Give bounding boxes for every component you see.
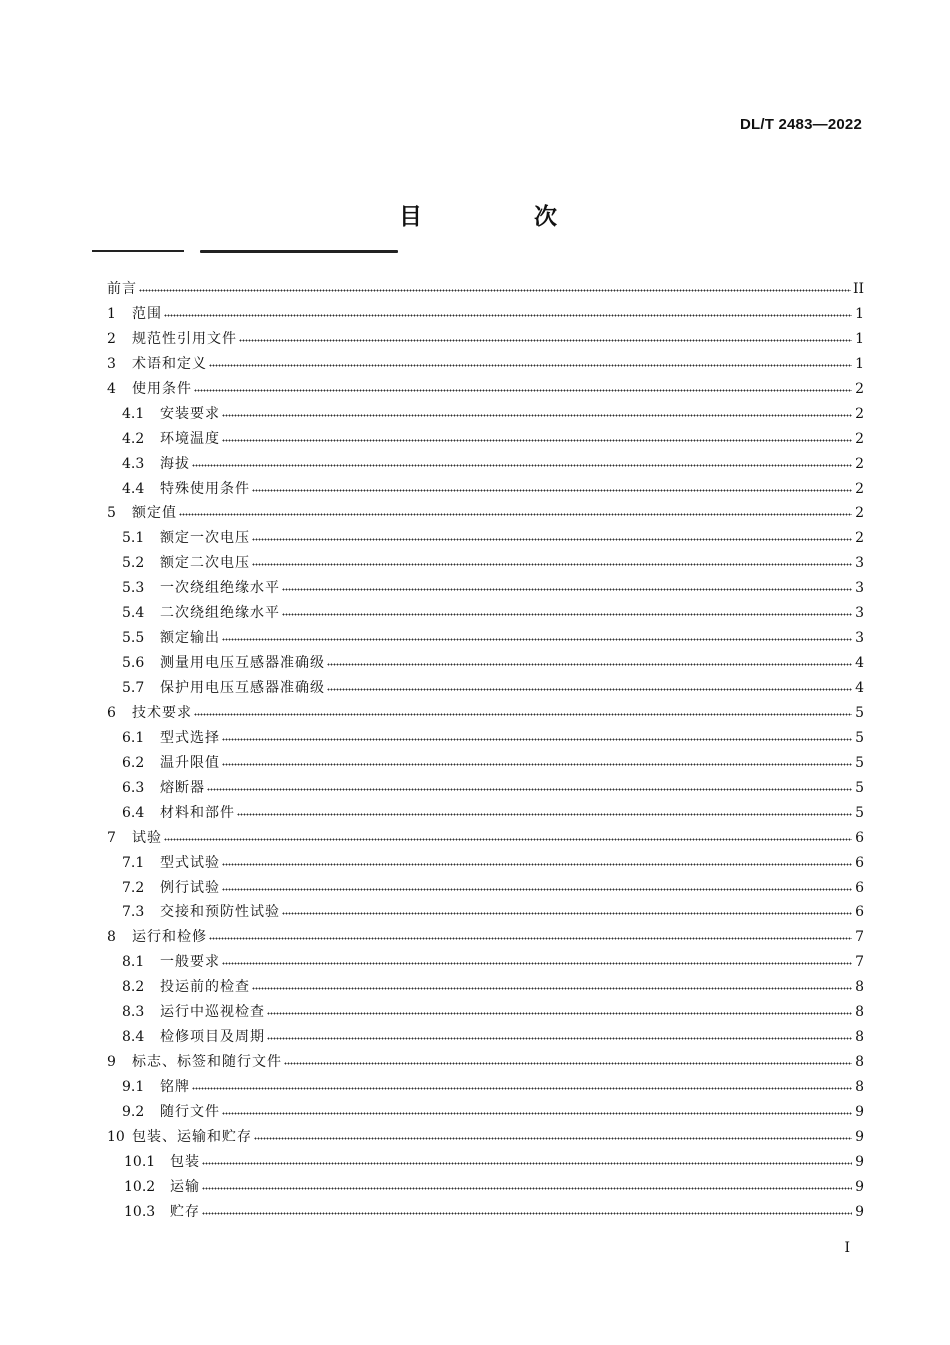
toc-entry-label: 运行和检修 (132, 929, 207, 946)
toc-leader-dots (192, 454, 852, 468)
toc-entry-label: 额定一次电压 (160, 530, 250, 547)
toc-entry-number: 5.7 (122, 680, 145, 696)
toc-entry-label: 贮存 (170, 1203, 200, 1220)
toc-entry[interactable] (107, 428, 864, 453)
toc-entry[interactable] (107, 702, 864, 727)
toc-entry[interactable] (107, 478, 864, 503)
toc-leader-dots (222, 728, 852, 742)
toc-entry-page: 7 (855, 954, 864, 971)
toc-entry[interactable] (107, 577, 864, 602)
page-title: 目 次 (398, 204, 609, 230)
toc-entry-label: 海拔 (160, 455, 190, 472)
toc-entry-number: 8.3 (122, 1004, 145, 1021)
toc-entry-page: 4 (855, 655, 864, 672)
toc-entry-number: 10.3 (124, 1203, 156, 1220)
toc-leader-dots (267, 1027, 852, 1041)
toc-entry[interactable] (107, 1051, 864, 1076)
toc-entry-label: 一般要求 (160, 954, 220, 971)
toc-entry[interactable] (107, 1026, 864, 1051)
toc-entry-page: 7 (855, 929, 864, 946)
toc-entry-number: 8.2 (122, 979, 145, 996)
toc-entry[interactable] (107, 777, 864, 802)
toc-entry-number: 3 (107, 355, 116, 372)
toc-entry-page: 6 (855, 904, 864, 921)
toc-entry[interactable] (107, 752, 864, 777)
toc-leader-dots (237, 803, 852, 817)
toc-entry[interactable] (107, 378, 864, 403)
toc-entry-number: 5.2 (122, 555, 145, 572)
toc-entry[interactable] (107, 976, 864, 1001)
toc-leader-dots (282, 603, 852, 617)
toc-entry-page: II (852, 281, 864, 297)
toc-entry[interactable] (107, 502, 864, 527)
toc-leader-dots (327, 678, 852, 692)
toc-entry-page: 2 (855, 480, 864, 497)
toc-entry-number: 5.4 (122, 605, 145, 622)
toc-entry-number: 1 (107, 305, 116, 322)
toc-entry-number: 4.2 (122, 430, 145, 447)
toc-leader-dots (252, 528, 852, 542)
toc-entry-number: 5.5 (122, 630, 145, 647)
toc-entry-label: 测量用电压互感器准确级 (160, 655, 325, 672)
toc-entry-page: 1 (855, 305, 864, 322)
toc-entry-label: 检修项目及周期 (160, 1029, 265, 1046)
toc-entry-label: 特殊使用条件 (160, 480, 250, 497)
toc-entry[interactable] (107, 951, 864, 976)
toc-leader-dots (254, 1127, 852, 1141)
toc-entry[interactable] (107, 303, 864, 328)
toc-entry-page: 1 (855, 355, 864, 372)
toc-leader-dots (207, 778, 852, 792)
toc-entry-number: 10 (107, 1128, 125, 1145)
toc-leader-dots (164, 828, 852, 842)
toc-entry-label: 温升限值 (160, 754, 220, 771)
toc-entry[interactable] (107, 1126, 864, 1151)
toc-entry-page: 8 (855, 1029, 864, 1046)
toc-entry-page: 2 (855, 405, 864, 422)
toc-entry-number: 4.4 (122, 480, 145, 497)
toc-entry-label: 规范性引用文件 (132, 330, 237, 347)
toc-leader-dots (222, 878, 852, 892)
toc-entry[interactable] (107, 403, 864, 428)
toc-entry-page: 9 (855, 1153, 864, 1170)
toc-entry-page: 8 (855, 1004, 864, 1021)
toc-entry-label: 投运前的检查 (160, 979, 250, 996)
toc-entry[interactable] (107, 901, 864, 926)
toc-entry-page: 5 (855, 804, 864, 821)
toc-entry-label: 范围 (132, 305, 162, 322)
toc-entry-number: 5.3 (122, 580, 145, 597)
toc-entry-page: 2 (855, 505, 864, 522)
toc-entry-page: 9 (855, 1103, 864, 1120)
toc-entry[interactable] (107, 602, 864, 627)
toc-entry-page: 2 (855, 380, 864, 397)
toc-entry-label: 熔断器 (160, 779, 205, 796)
toc-leader-dots (282, 902, 852, 916)
toc-entry-number: 2 (107, 330, 116, 347)
toc-entry-number: 6.2 (122, 754, 145, 771)
toc-entry-page: 4 (855, 680, 864, 696)
toc-entry-label: 技术要求 (132, 704, 192, 721)
toc-leader-dots (194, 703, 852, 717)
toc-entry-label: 随行文件 (160, 1103, 220, 1120)
toc-entry-label: 标志、标签和随行文件 (132, 1054, 282, 1071)
toc-entry[interactable] (107, 627, 864, 652)
toc-entry[interactable] (107, 1201, 864, 1226)
toc-entry-number: 5.1 (122, 530, 145, 547)
toc-entry-page: 2 (855, 430, 864, 447)
toc-entry[interactable] (107, 1151, 864, 1176)
toc-entry[interactable] (107, 652, 864, 677)
toc-entry-page: 5 (855, 779, 864, 796)
toc-entry-page: 9 (855, 1128, 864, 1145)
toc-entry-page: 3 (855, 580, 864, 597)
toc-entry-label: 术语和定义 (132, 355, 207, 372)
toc-entry-page: 2 (855, 455, 864, 472)
toc-leader-dots (222, 628, 852, 642)
toc-leader-dots (327, 653, 852, 667)
toc-entry[interactable] (107, 353, 864, 378)
toc-entry[interactable] (107, 328, 864, 353)
table-of-contents (107, 278, 864, 1226)
toc-entry-label: 前言 (107, 281, 137, 297)
standard-code: DL/T 2483—2022 (739, 116, 862, 133)
toc-entry-label: 运行中巡视检查 (160, 1004, 265, 1021)
toc-entry[interactable] (107, 453, 864, 478)
toc-leader-dots (202, 1152, 852, 1166)
toc-leader-dots (194, 379, 852, 393)
toc-entry-number: 8 (107, 929, 116, 946)
toc-entry-label: 环境温度 (160, 430, 220, 447)
toc-entry-page: 2 (855, 530, 864, 547)
toc-entry[interactable] (107, 727, 864, 752)
toc-entry-number: 9.1 (122, 1079, 145, 1095)
toc-leader-dots (222, 753, 852, 767)
title-rule-left (92, 250, 184, 252)
toc-entry-page: 9 (855, 1178, 864, 1195)
toc-entry[interactable] (107, 802, 864, 827)
toc-entry[interactable] (107, 527, 864, 552)
toc-entry-page: 9 (855, 1203, 864, 1220)
toc-entry-label: 额定值 (132, 505, 177, 522)
toc-leader-dots (209, 354, 852, 368)
toc-entry-label: 额定二次电压 (160, 555, 250, 572)
toc-entry-number: 10.2 (124, 1178, 156, 1195)
page-number: I (844, 1240, 850, 1256)
toc-entry-page: 8 (855, 979, 864, 996)
toc-entry-page: 3 (855, 605, 864, 622)
toc-entry-number: 4.1 (122, 405, 145, 422)
toc-entry-number: 5.6 (122, 655, 145, 672)
toc-entry[interactable] (107, 278, 864, 303)
toc-entry[interactable] (107, 827, 864, 852)
toc-entry[interactable] (107, 1001, 864, 1026)
toc-entry-label: 运输 (170, 1178, 200, 1195)
toc-entry-page: 5 (855, 754, 864, 771)
toc-entry-label: 额定输出 (160, 630, 220, 647)
toc-entry-page: 3 (855, 630, 864, 647)
toc-leader-dots (209, 927, 852, 941)
toc-entry-label: 交接和预防性试验 (160, 904, 280, 921)
toc-entry-number: 6.1 (122, 729, 145, 746)
toc-entry-number: 6 (107, 704, 116, 721)
toc-leader-dots (179, 503, 852, 517)
toc-entry-label: 安装要求 (160, 405, 220, 422)
toc-leader-dots (222, 404, 852, 418)
toc-entry-number: 7.3 (122, 904, 145, 921)
toc-entry-number: 7.1 (122, 854, 145, 871)
toc-leader-dots (222, 853, 852, 867)
title-rule-right (200, 250, 398, 253)
toc-entry[interactable] (107, 1101, 864, 1126)
toc-entry-number: 10.1 (124, 1153, 156, 1170)
toc-leader-dots (282, 578, 852, 592)
toc-entry-number: 5 (107, 505, 116, 522)
toc-entry-page: 3 (855, 555, 864, 572)
toc-entry-number: 7 (107, 829, 116, 846)
toc-entry-label: 使用条件 (132, 380, 192, 397)
toc-entry-page: 8 (855, 1079, 864, 1095)
toc-leader-dots (222, 429, 852, 443)
toc-entry-page: 6 (855, 879, 864, 896)
toc-leader-dots (202, 1202, 852, 1216)
toc-entry-label: 试验 (132, 829, 162, 846)
toc-leader-dots (164, 304, 852, 318)
toc-leader-dots (252, 479, 852, 493)
toc-entry[interactable] (107, 552, 864, 577)
toc-leader-dots (222, 952, 852, 966)
toc-entry-page: 5 (855, 729, 864, 746)
toc-entry-number: 4 (107, 380, 116, 397)
toc-entry-label: 材料和部件 (160, 804, 235, 821)
toc-leader-dots (202, 1177, 852, 1191)
toc-entry[interactable] (107, 1076, 864, 1101)
toc-entry-number: 4.3 (122, 455, 145, 472)
toc-leader-dots (252, 553, 852, 567)
toc-entry-label: 铭牌 (160, 1079, 190, 1095)
toc-leader-dots (139, 279, 851, 293)
toc-entry[interactable] (107, 852, 864, 877)
toc-entry[interactable] (107, 926, 864, 951)
toc-entry[interactable] (107, 877, 864, 902)
toc-entry-page: 6 (855, 829, 864, 846)
toc-entry-label: 包装 (170, 1153, 200, 1170)
toc-entry[interactable] (107, 677, 864, 702)
toc-entry-number: 6.4 (122, 804, 145, 821)
toc-leader-dots (222, 1102, 852, 1116)
toc-leader-dots (239, 329, 852, 343)
toc-entry-number: 6.3 (122, 779, 145, 796)
toc-entry-label: 一次绕组绝缘水平 (160, 580, 280, 597)
toc-leader-dots (267, 1002, 852, 1016)
toc-entry-number: 8.1 (122, 954, 145, 971)
toc-entry-label: 例行试验 (160, 879, 220, 896)
toc-entry-number: 9 (107, 1054, 116, 1071)
toc-entry-page: 1 (855, 330, 864, 347)
toc-entry-label: 二次绕组绝缘水平 (160, 605, 280, 622)
toc-entry-label: 型式选择 (160, 729, 220, 746)
toc-leader-dots (252, 977, 852, 991)
toc-leader-dots (284, 1052, 852, 1066)
toc-entry-page: 8 (855, 1054, 864, 1071)
toc-entry-page: 5 (855, 704, 864, 721)
toc-entry-label: 保护用电压互感器准确级 (160, 680, 325, 696)
toc-entry[interactable] (107, 1176, 864, 1201)
toc-leader-dots (192, 1077, 852, 1091)
toc-entry-number: 9.2 (122, 1103, 145, 1120)
toc-entry-page: 6 (855, 854, 864, 871)
toc-entry-number: 8.4 (122, 1029, 145, 1046)
toc-entry-label: 包装、运输和贮存 (132, 1128, 252, 1145)
toc-entry-label: 型式试验 (160, 854, 220, 871)
toc-entry-number: 7.2 (122, 879, 145, 896)
